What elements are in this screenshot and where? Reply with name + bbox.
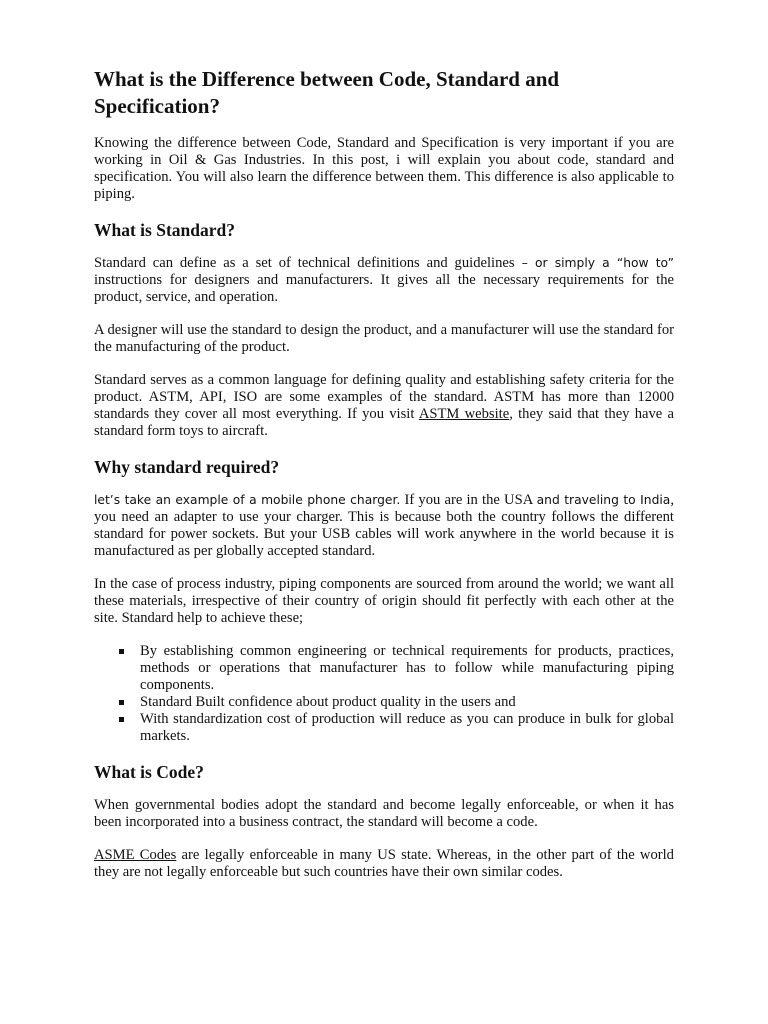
text-run: Standard serves as a common language for defining quality and establishing safety criteria for the product. ASTM, API, ISO are some examples of the standard. ASTM has more than 12000 standards they cover all most everything. If you visit [94, 372, 674, 422]
code-paragraph-1: When governmental bodies adopt the standard and become legally enforceable, or when it has been incorporated into a business contract, the standard will become a code. [94, 797, 674, 830]
list-item [140, 694, 674, 711]
text-run: instructions for designers and manufacturers. It gives all the necessary requirements for the product, service, and operation. [94, 272, 674, 305]
heading-why-standard-required: Why standard required? [94, 457, 280, 477]
text-run-sans: and traveling to India [536, 493, 671, 507]
why-paragraph-2: In the case of process industry, piping components are sourced from around the world; we want all these materials, irrespective of their country of origin should fit perfectly with each other at the site. Standard help to achieve these; [94, 576, 674, 626]
text-run: , they said that they have a standard form toys to aircraft. [94, 406, 674, 439]
list-item-text: By establishing common engineering or technical requirements for products, practices, methods or operations that manufacturer has to follow while manufacturing piping components. [140, 643, 674, 693]
text-run: are legally enforceable in many US state. Whereas, in the other part of the world they are not legally enforceable but such countries have their own similar codes. [94, 847, 674, 880]
standard-paragraph-3 [94, 372, 674, 440]
heading-what-is-code: What is Code? [94, 762, 204, 782]
benefits-list [94, 643, 674, 745]
code-paragraph-2 [94, 847, 674, 881]
standard-paragraph-1 [94, 255, 674, 306]
list-item [140, 643, 674, 694]
intro-paragraph: Knowing the difference between Code, Standard and Specification is very important if you are working in Oil & Gas Industries. In this post, i will explain you about code, standard and specification. You will also learn the difference between them. This difference is also applicable to piping. [94, 135, 674, 202]
list-item [140, 711, 674, 745]
astm-website-link[interactable]: ASTM website [418, 406, 510, 422]
standard-paragraph-2: A designer will use the standard to design the product, and a manufacturer will use the standard for the manufacturing of the product. [94, 322, 674, 355]
why-paragraph-1 [94, 492, 674, 560]
square-bullet-icon [119, 700, 124, 705]
text-run-sans: let’s take an example of a mobile phone charger. [94, 493, 401, 507]
list-item-text: Standard Built confidence about product quality in the users and [140, 694, 516, 710]
text-run-sans: – or simply a “how to” [514, 256, 674, 270]
text-run: If you are in the USA [400, 492, 537, 508]
page-title: What is the Difference between Code, Standard and Specification? [94, 67, 560, 118]
text-run: Standard can define as a set of technical definitions and guidelines [94, 255, 515, 271]
list-item-text: With standardization cost of production will reduce as you can produce in bulk for global markets. [140, 711, 674, 744]
asme-codes-link[interactable]: ASME Codes [94, 847, 177, 863]
heading-what-is-standard: What is Standard? [94, 220, 236, 240]
text-run: , you need an adapter to use your charger. This is because both the country follows the different standard for power sockets. But your USB cables will work anywhere in the world because it is manufactured as per globally accepted standard. [94, 492, 674, 559]
square-bullet-icon [119, 649, 124, 654]
square-bullet-icon [119, 717, 124, 722]
